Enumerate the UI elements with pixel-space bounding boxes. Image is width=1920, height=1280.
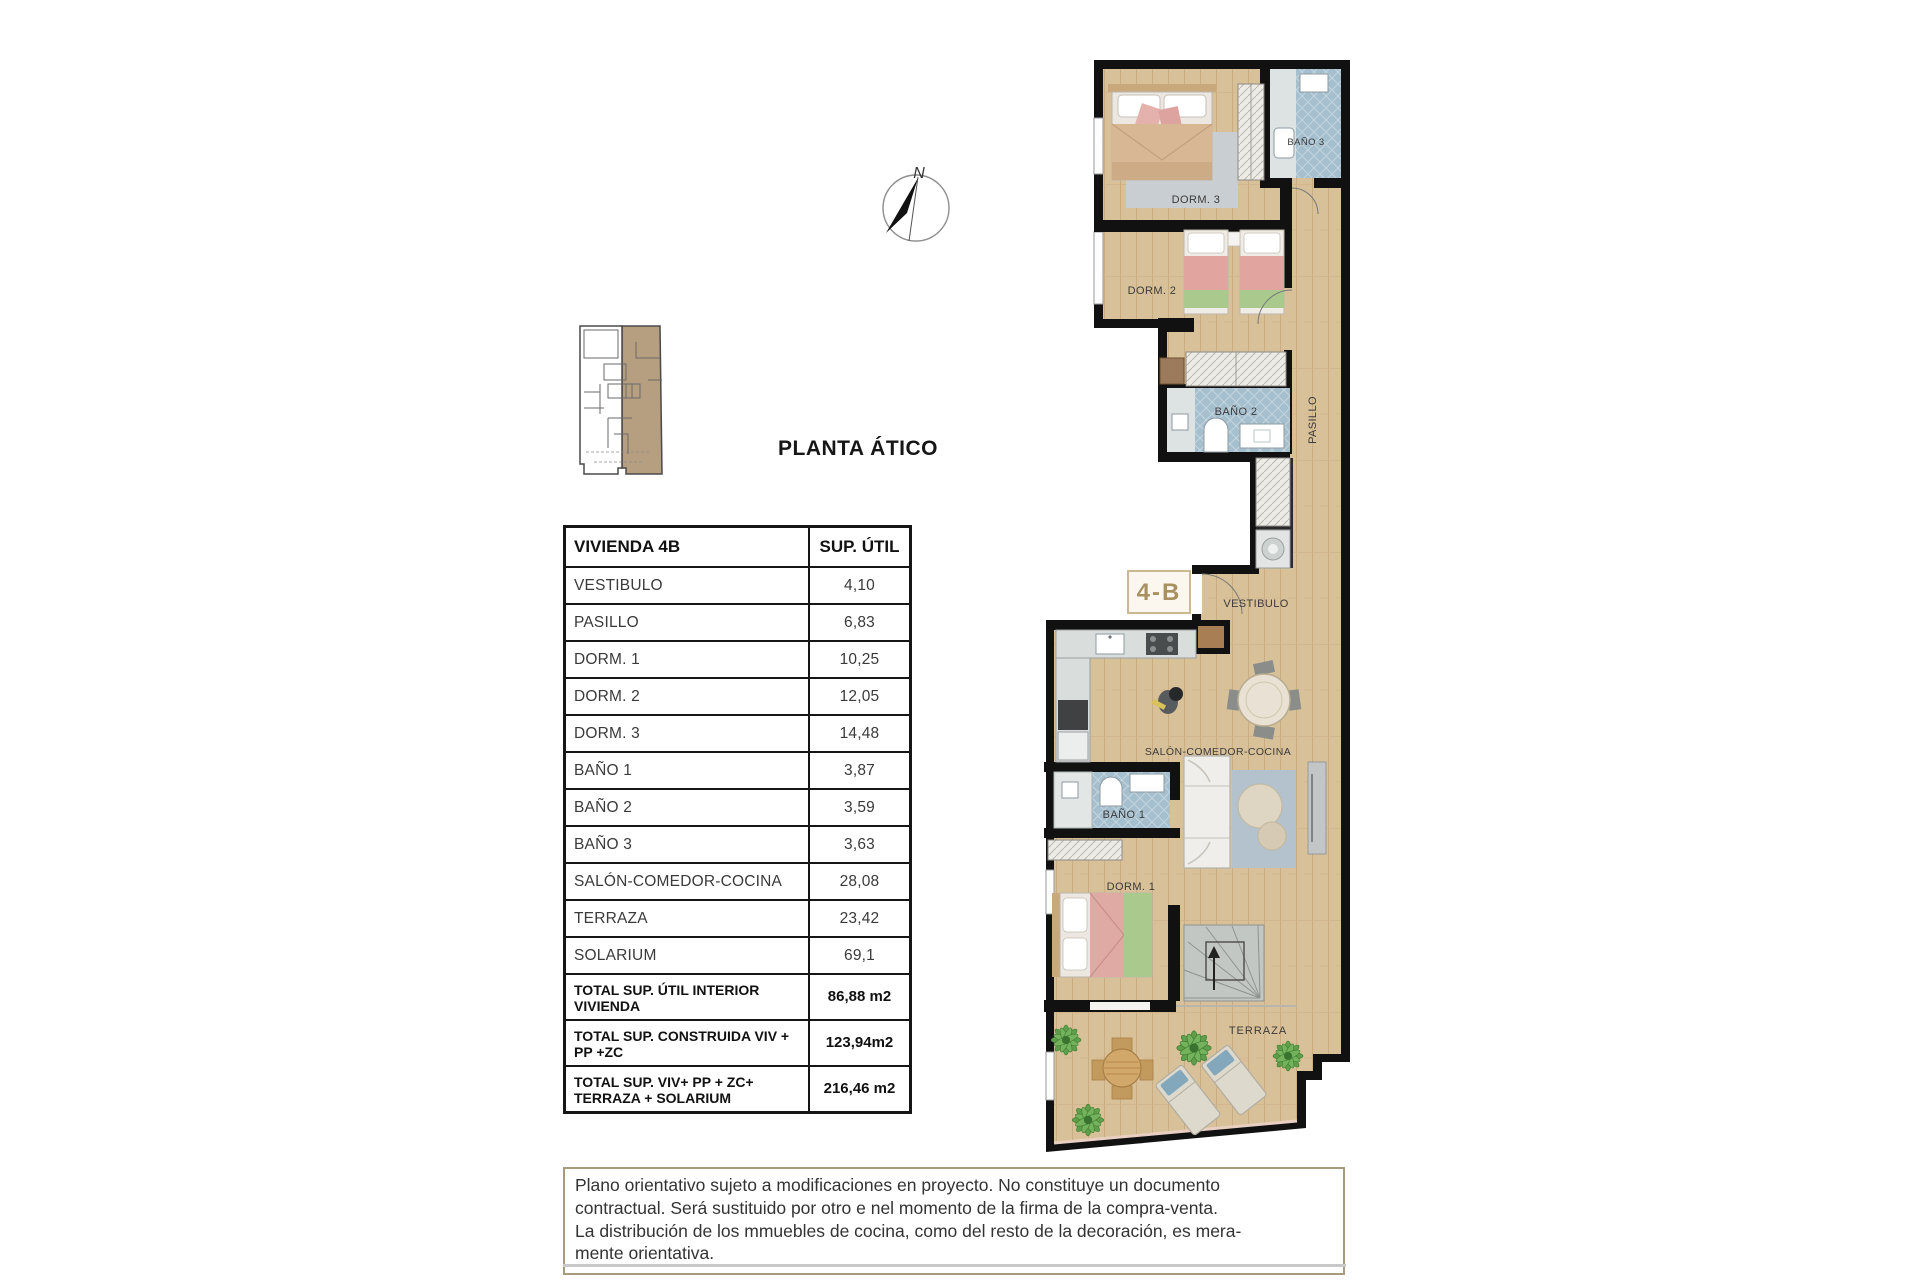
row-value: 3,87	[844, 761, 875, 779]
double-bed-dorm3	[1108, 84, 1216, 180]
table-row	[566, 714, 909, 751]
table-row	[566, 936, 909, 973]
total-value: 123,94m2	[825, 1034, 894, 1052]
label-bano1: BAÑO 1	[1102, 809, 1146, 821]
row-label: TERRAZA	[566, 901, 810, 936]
row-value: 14,48	[839, 724, 880, 742]
dorm2-nook	[1160, 358, 1184, 384]
compass-icon	[868, 138, 968, 266]
row-value: 69,1	[844, 946, 875, 964]
row-value: 6,83	[844, 613, 875, 631]
table-row	[566, 825, 909, 862]
row-label: BAÑO 3	[566, 827, 810, 862]
table-header-unit: VIVIENDA 4B	[566, 528, 810, 566]
label-bano3: BAÑO 3	[1287, 137, 1325, 148]
table-row	[566, 899, 909, 936]
stove	[1146, 633, 1178, 655]
label-dorm2: DORM. 2	[1127, 285, 1177, 297]
row-label: BAÑO 2	[566, 790, 810, 825]
label-terraza: TERRAZA	[1228, 1025, 1288, 1037]
row-value: 10,25	[839, 650, 880, 668]
building-locator-minimap	[570, 322, 670, 484]
row-label: SOLARIUM	[566, 938, 810, 973]
table-row	[566, 677, 909, 714]
nightstand	[1228, 232, 1240, 246]
plant	[1051, 1025, 1081, 1055]
compass-north-label: N	[913, 165, 925, 182]
sofa	[1184, 756, 1230, 868]
row-label: DORM. 1	[566, 642, 810, 677]
plant	[1072, 1104, 1104, 1136]
row-label: VESTIBULO	[566, 568, 810, 603]
row-label: SALÓN-COMEDOR-COCINA	[566, 864, 810, 899]
row-value: 28,08	[839, 872, 880, 890]
row-label: BAÑO 1	[566, 753, 810, 788]
label-pasillo: PASILLO	[1307, 396, 1319, 444]
total-value: 86,88 m2	[827, 988, 892, 1006]
label-dorm3: DORM. 3	[1171, 194, 1221, 206]
row-label: PASILLO	[566, 605, 810, 640]
label-salon: SALÓN-COMEDOR-COCINA	[1144, 746, 1292, 758]
total-value: 216,46 m2	[823, 1080, 896, 1098]
disclaimer-line: contractual. Será sustituido por otro e nel momento de la firma de la compra-venta.	[575, 1197, 1218, 1218]
total-label: TOTAL SUP. VIV+ PP + ZC+ TERRAZA + SOLARIUM	[566, 1067, 810, 1111]
unit-badge	[1128, 571, 1190, 613]
disclaimer-line: Plano orientativo sujeto a modificaciones en proyecto. No constituye un documento	[575, 1175, 1220, 1195]
table-row	[566, 640, 909, 677]
corridor-closet	[1256, 458, 1290, 568]
areas-table	[563, 525, 912, 1114]
stairs	[1184, 925, 1264, 1001]
label-dorm1: DORM. 1	[1106, 881, 1156, 893]
total-label: TOTAL SUP. ÚTIL INTERIOR VIVIENDA	[566, 975, 810, 1019]
label-vestibulo: VESTIBULO	[1223, 598, 1289, 610]
total-label: TOTAL SUP. CONSTRUIDA VIV + PP +ZC	[566, 1021, 810, 1065]
pouf	[1238, 784, 1282, 828]
row-value: 4,10	[844, 576, 875, 594]
disclaimer-line: La distribución de los mmuebles de cocina, como del resto de la decoración, es mera-	[575, 1220, 1242, 1241]
disclaimer-box	[563, 1167, 1345, 1275]
table-row	[566, 603, 909, 640]
bottom-divider	[563, 1264, 1346, 1267]
row-label: DORM. 2	[566, 679, 810, 714]
table-row	[566, 862, 909, 899]
twin-bed	[1240, 230, 1284, 314]
label-bano2: BAÑO 2	[1214, 406, 1258, 418]
plant	[1273, 1041, 1303, 1071]
row-value: 3,59	[844, 798, 875, 816]
unit-badge-label: 4-B	[1136, 579, 1182, 606]
table-header-row	[566, 528, 909, 566]
double-bed-dorm1	[1052, 893, 1152, 977]
fridge	[1058, 700, 1088, 730]
row-value: 23,42	[839, 909, 880, 927]
table-row	[566, 751, 909, 788]
pouf	[1258, 822, 1286, 850]
room-bano2	[1167, 388, 1290, 452]
plant	[1177, 1031, 1212, 1066]
row-value: 3,63	[844, 835, 875, 853]
table-row	[566, 566, 909, 603]
twin-bed	[1184, 230, 1228, 314]
page-title: PLANTA ÁTICO	[778, 437, 938, 460]
disclaimer-line: mente orientativa.	[575, 1243, 715, 1264]
row-label: DORM. 3	[566, 716, 810, 751]
tv-unit	[1308, 762, 1326, 854]
table-total-row	[566, 973, 909, 1019]
table-total-row	[566, 1065, 909, 1111]
table-header-sup: SUP. ÚTIL	[819, 537, 900, 556]
table-total-row	[566, 1019, 909, 1065]
row-value: 12,05	[839, 687, 880, 705]
floorplan-drawing	[1030, 50, 1360, 1170]
table-row	[566, 788, 909, 825]
